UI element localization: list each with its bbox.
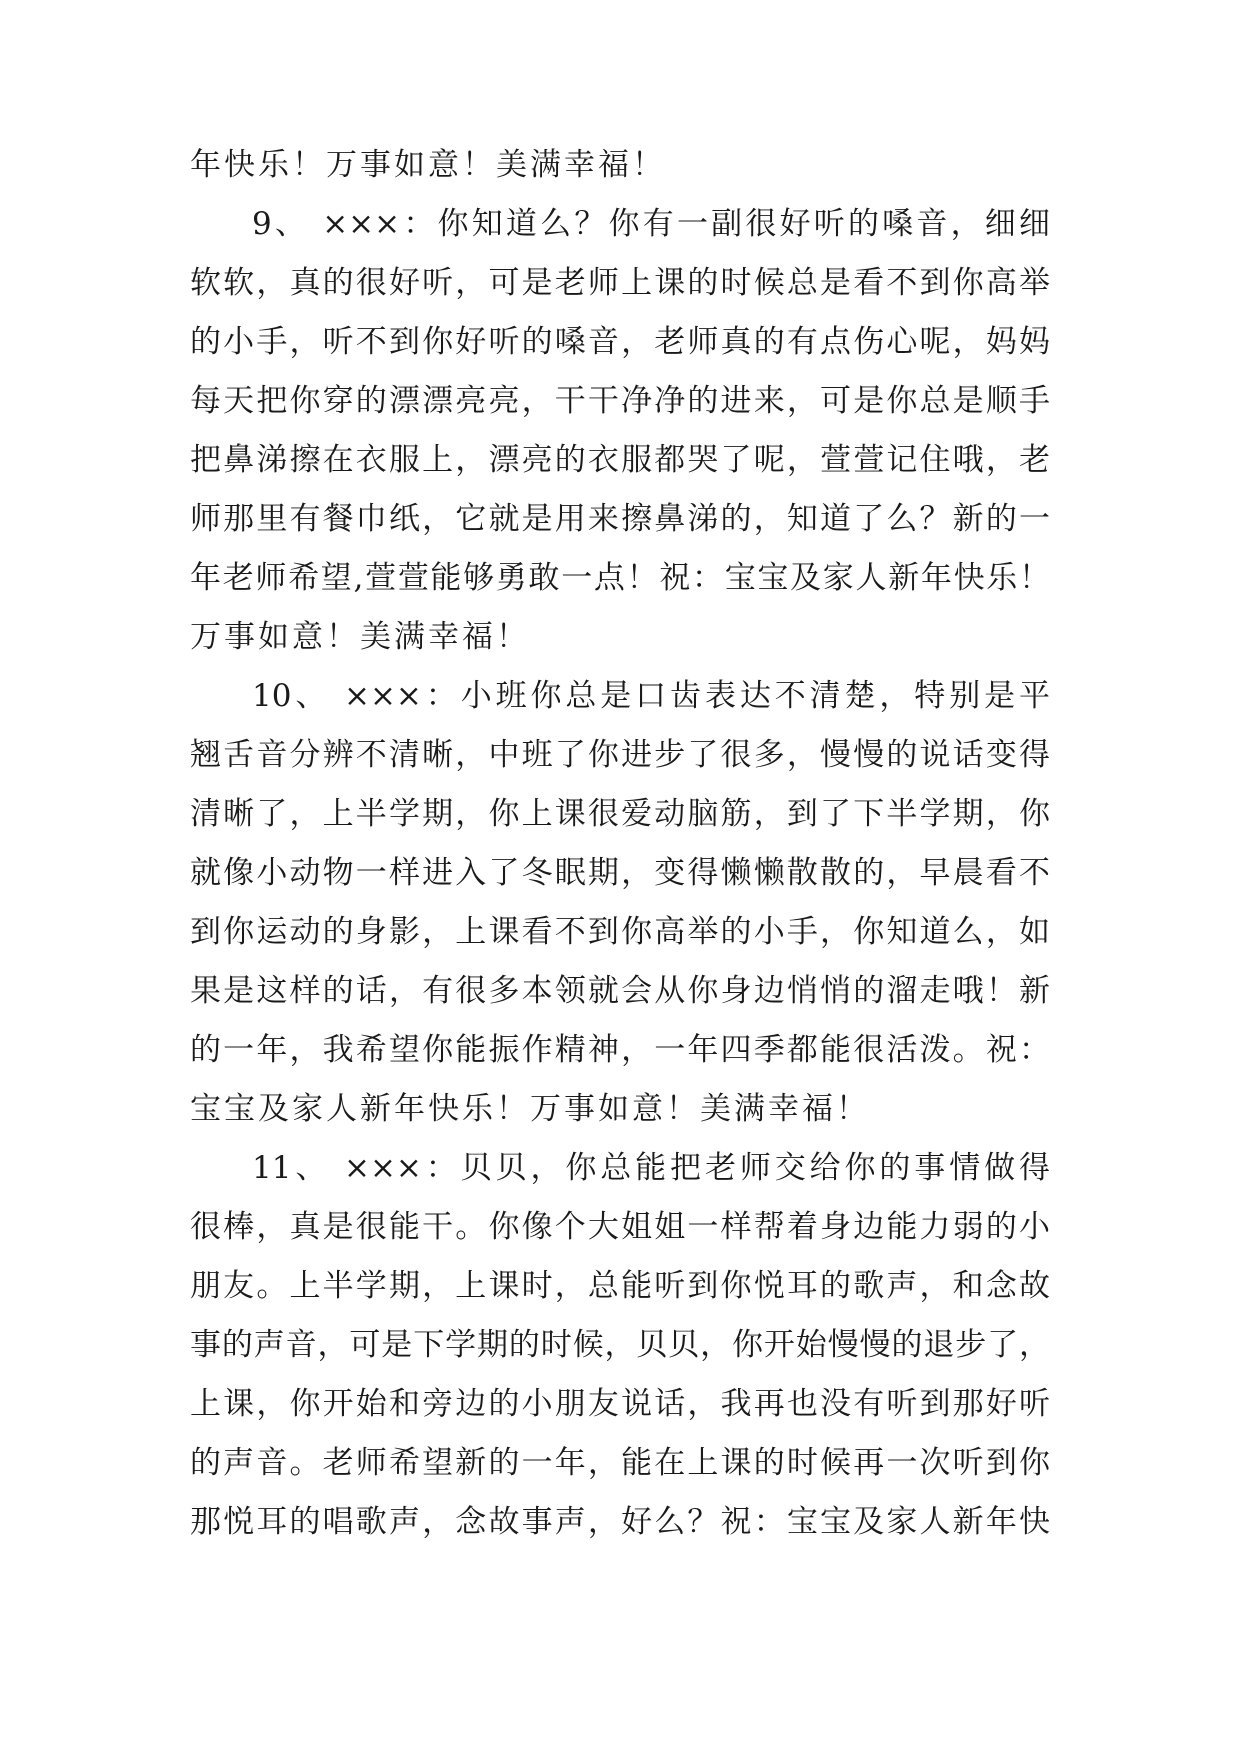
text-line: 上课，你开始和旁边的小朋友说话，我再也没有听到那好听 [190,1386,1050,1422]
text-line: 翘舌音分辨不清晰，中班了你进步了很多，慢慢的说话变得 [190,737,1050,773]
text-line: 年老师希望,萱萱能够勇敢一点！祝：宝宝及家人新年快乐！ [190,560,1050,596]
text-line: 那悦耳的唱歌声，念故事声，好么？祝：宝宝及家人新年快 [190,1504,1050,1540]
text-line: 到你运动的身影，上课看不到你高举的小手，你知道么，如 [190,914,1050,950]
text-line: 很棒，真是很能干。你像个大姐姐一样帮着身边能力弱的小 [190,1209,1050,1245]
text-line: 宝宝及家人新年快乐！万事如意！美满幸福！ [190,1091,870,1127]
text-line: 的一年，我希望你能振作精神，一年四季都能很活泼。祝： [190,1032,1050,1068]
text-line: 万事如意！美满幸福！ [190,619,530,655]
text-line: 年快乐！万事如意！美满幸福！ [190,147,666,183]
text-line: 果是这样的话，有很多本领就会从你身边悄悄的溜走哦！新 [190,973,1050,1009]
text-line: 的声音。老师希望新的一年，能在上课的时候再一次听到你 [190,1445,1050,1481]
text-line: 9、 ×××：你知道么？你有一副很好听的嗓音，细细 [252,206,1050,242]
text-line: 11、 ×××：贝贝，你总能把老师交给你的事情做得 [252,1150,1050,1186]
text-line: 师那里有餐巾纸，它就是用来擦鼻涕的，知道了么？新的一 [190,501,1050,537]
text-line: 事的声音，可是下学期的时候，贝贝，你开始慢慢的退步了， [190,1327,1050,1363]
text-line: 的小手，听不到你好听的嗓音，老师真的有点伤心呢，妈妈 [190,324,1050,360]
text-line: 每天把你穿的漂漂亮亮，干干净净的进来，可是你总是顺手 [190,383,1050,419]
text-line: 把鼻涕擦在衣服上，漂亮的衣服都哭了呢，萱萱记住哦，老 [190,442,1050,478]
text-line: 10、 ×××：小班你总是口齿表达不清楚，特别是平 [252,678,1050,714]
text-line: 软软，真的很好听，可是老师上课的时候总是看不到你高举 [190,265,1050,301]
text-line: 就像小动物一样进入了冬眠期，变得懒懒散散的，早晨看不 [190,855,1050,891]
text-line: 朋友。上半学期，上课时，总能听到你悦耳的歌声，和念故 [190,1268,1050,1304]
text-line: 清晰了，上半学期，你上课很爱动脑筋，到了下半学期，你 [190,796,1050,832]
